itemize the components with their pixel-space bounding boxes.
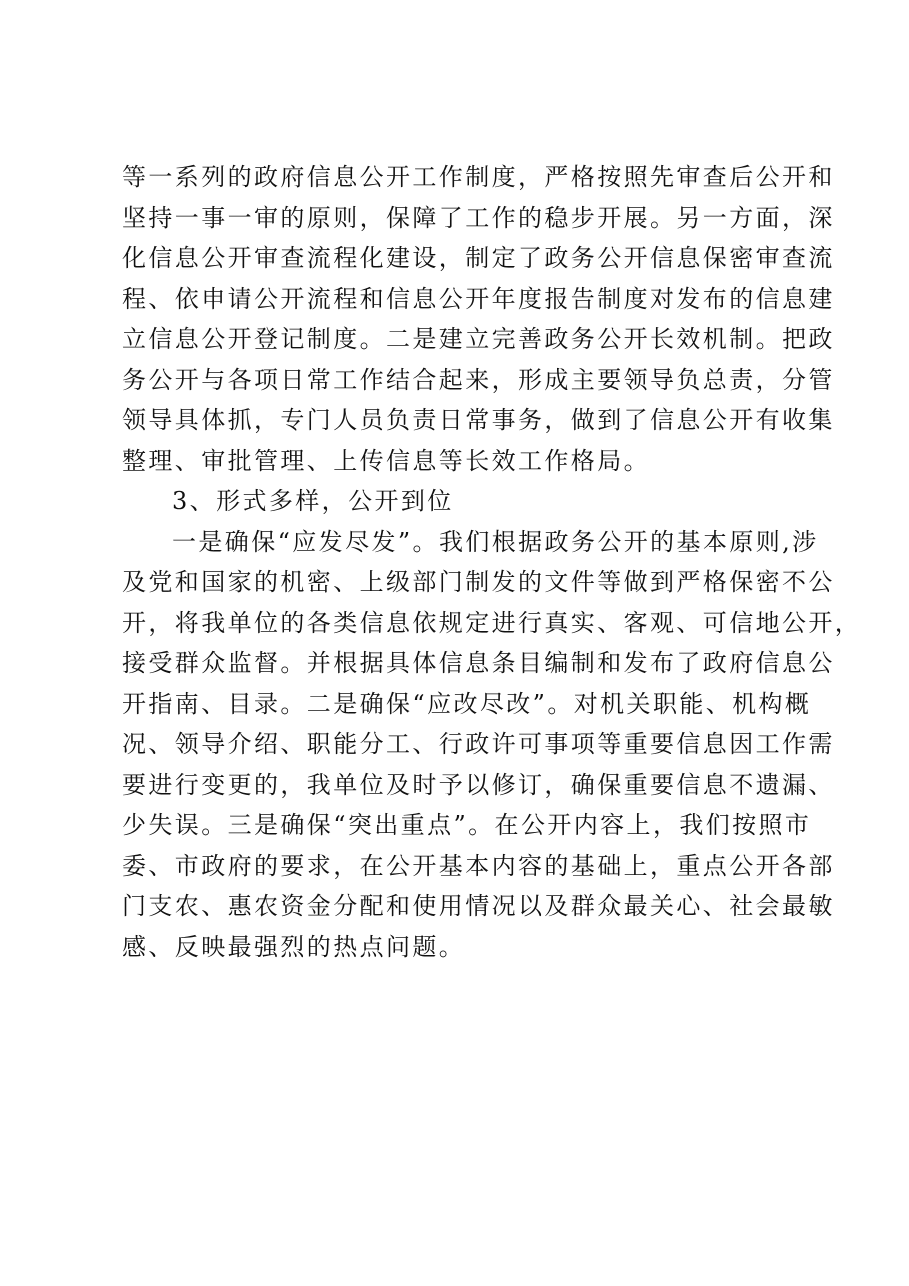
document-body bbox=[122, 157, 862, 967]
text-line-16: 要进行变更的，我单位及时予以修订，确保重要信息不遗漏、 bbox=[122, 770, 835, 799]
text-line-6: 务公开与各项日常工作结合起来，形成主要领导负总责，分管 bbox=[122, 365, 835, 394]
section-heading: 3、形式多样，公开到位 bbox=[172, 487, 454, 515]
text-line-18: 委、市政府的要求，在公开基本内容的基础上，重点公开各部 bbox=[122, 851, 835, 880]
text-line-20: 感、反映最强烈的热点问题。 bbox=[122, 932, 466, 961]
text-line-11: 及党和国家的机密、上级部门制发的文件等做到严格保密不公 bbox=[122, 568, 835, 596]
text-line-14: 开指南、目录。二是确保“应改尽改”。对机关职能、机构概 bbox=[122, 689, 812, 718]
text-line-5: 立信息公开登记制度。二是建立完善政务公开长效机制。把政 bbox=[122, 325, 835, 353]
text-line-8: 整理、审批管理、上传信息等长效工作格局。 bbox=[122, 446, 650, 475]
text-line-1: 等一系列的政府信息公开工作制度，严格按照先审查后公开和 bbox=[122, 163, 835, 191]
text-line-3: 化信息公开审查流程化建设，制定了政务公开信息保密审查流 bbox=[122, 244, 835, 272]
text-line-7: 领导具体抓，专门人员负责日常事务，做到了信息公开有收集 bbox=[122, 406, 835, 434]
text-line-2: 坚持一事一审的原则，保障了工作的稳步开展。另一方面，深 bbox=[122, 203, 835, 232]
text-line-15: 况、领导介绍、职能分工、行政许可事项等重要信息因工作需 bbox=[122, 730, 835, 758]
text-line-10: 一是确保“应发尽发”。我们根据政务公开的基本原则,涉 bbox=[172, 527, 819, 556]
text-line-19: 门支农、惠农资金分配和使用情况以及群众最关心、社会最敏 bbox=[122, 892, 835, 920]
text-line-13: 接受群众监督。并根据具体信息条目编制和发布了政府信息公 bbox=[122, 649, 835, 677]
text-line-4: 程、依申请公开流程和信息公开年度报告制度对发布的信息建 bbox=[122, 284, 835, 313]
text-line-12: 开，将我单位的各类信息依规定进行真实、客观、可信地公开， bbox=[122, 608, 862, 637]
text-line-17: 少失误。三是确保“突出重点”。在公开内容上，我们按照市 bbox=[122, 811, 812, 839]
